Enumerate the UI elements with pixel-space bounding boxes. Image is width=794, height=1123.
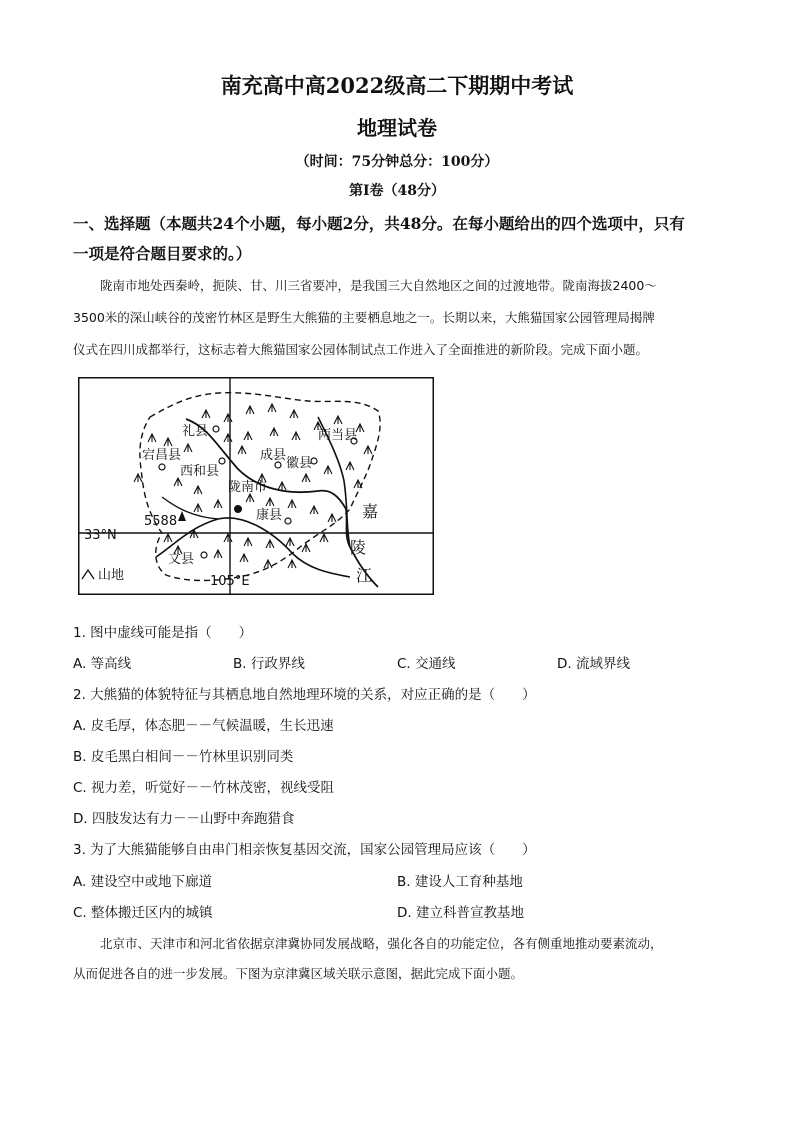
- passage2-line2: 从而促进各自的进一步发展。下图为京津冀区域关联示意图，据此完成下面小题。: [73, 966, 524, 981]
- mountain-mark: [288, 500, 296, 508]
- section-heading-line1: 一、选择题（本题共24个小题，每小题2分，共48分。在每小题给出的四个选项中，只有: [73, 214, 685, 233]
- mountain-mark: [266, 540, 274, 548]
- passage1-line1: 陇南市地处西秦岭，扼陕、甘、川三省要冲，是我国三大自然地区之间的过渡地带。陇南海拔2400～: [100, 278, 657, 293]
- label-river-jiang: 江: [356, 566, 373, 585]
- mountain-mark: [264, 560, 272, 568]
- part-label: 第I卷（48分）: [348, 183, 446, 199]
- mountain-mark: [278, 482, 286, 490]
- mountain-mark: [174, 478, 182, 486]
- section-heading-line2: 一项是符合题目要求的。）: [73, 244, 252, 263]
- mountain-mark: [224, 414, 232, 422]
- mountain-mark: [288, 560, 296, 568]
- mountain-mark: [202, 410, 210, 418]
- mountain-mark: [194, 504, 202, 512]
- label-lixian: 礼县: [182, 424, 209, 439]
- q1-option-c[interactable]: C. 交通线: [397, 656, 456, 672]
- label-longnan: 陇南市: [228, 480, 268, 495]
- mountain-mark: [148, 434, 156, 442]
- subject-title: 地理试卷: [357, 116, 437, 140]
- peak-triangle-icon: [178, 511, 186, 521]
- legend-label: 山地: [98, 568, 125, 583]
- town-kangxian-marker: [285, 518, 291, 524]
- mountain-mark: [214, 550, 222, 558]
- q3-stem: 3. 为了大熊猫能够自由串门相亲恢复基因交流，国家公园管理局应该（ ）: [73, 842, 536, 858]
- mountain-mark: [164, 534, 172, 542]
- mountain-mark: [214, 500, 222, 508]
- mountain-mark: [310, 506, 318, 514]
- longnan-map: [78, 377, 434, 595]
- q1-option-b[interactable]: B. 行政界线: [233, 656, 305, 672]
- mountain-mark: [302, 544, 310, 552]
- label-wenxian: 文县: [168, 552, 195, 567]
- mountain-mark: [268, 404, 276, 412]
- mountain-mark: [246, 494, 254, 502]
- mountain-mark: [346, 462, 354, 470]
- legend-mountain-icon: [82, 570, 94, 579]
- q2-option-a[interactable]: A. 皮毛厚，体态肥－－气候温暖，生长迅速: [73, 718, 334, 734]
- mountain-mark: [246, 406, 254, 414]
- passage2-line1: 北京市、天津市和河北省依据京津冀协同发展战略，强化各自的功能定位，各有侧重地推动要素流动，: [100, 936, 663, 951]
- label-river-jia: 嘉: [362, 502, 379, 521]
- mountain-mark: [320, 534, 328, 542]
- mountain-mark: [324, 466, 332, 474]
- mountain-mark: [244, 538, 252, 546]
- exam-title: 南充高中高2022级高二下期期中考试: [220, 73, 574, 98]
- label-huixian: 徽县: [286, 456, 313, 471]
- mountain-mark: [290, 410, 298, 418]
- city-longnan-marker: [234, 505, 242, 513]
- mountain-mark: [292, 432, 300, 440]
- mountain-mark: [356, 424, 364, 432]
- q2-option-d[interactable]: D. 四肢发达有力－－山野中奔跑猎食: [73, 811, 295, 827]
- q3-option-c[interactable]: C. 整体搬迁区内的城镇: [73, 905, 213, 921]
- q2-option-b[interactable]: B. 皮毛黑白相间－－竹林里识别同类: [73, 749, 294, 765]
- label-33n: 33°N: [84, 528, 117, 543]
- mountain-mark: [224, 434, 232, 442]
- q3-option-a[interactable]: A. 建设空中或地下廊道: [73, 874, 213, 890]
- mountain-mark: [224, 534, 232, 542]
- mountain-mark: [364, 446, 372, 454]
- label-chengxian: 成县: [260, 448, 287, 463]
- label-liangdang: 两当县: [318, 428, 358, 443]
- q1-option-d[interactable]: D. 流域界线: [557, 656, 630, 672]
- river-south: [156, 518, 350, 577]
- mountain-mark: [194, 486, 202, 494]
- town-xihe-marker: [219, 458, 225, 464]
- mountain-mark: [184, 444, 192, 452]
- mountain-mark: [164, 438, 172, 446]
- time-info: （时间：75分钟总分：100分）: [295, 154, 499, 170]
- label-dangchang: 宕昌县: [142, 448, 182, 463]
- mountain-mark: [238, 446, 246, 454]
- q2-stem: 2. 大熊猫的体貌特征与其栖息地自然地理环境的关系，对应正确的是（ ）: [73, 687, 536, 703]
- passage1-line2: 3500米的深山峡谷的茂密竹林区是野生大熊猫的主要栖息地之一。长期以来，大熊猫国家公园管理局揭牌: [73, 310, 655, 325]
- passage1-line3: 仪式在四川成都举行，这标志着大熊猫国家公园体制试点工作进入了全面推进的新阶段。完成下面小题。: [73, 342, 649, 357]
- label-elevation: 5588: [144, 514, 178, 529]
- river-main: [186, 419, 378, 587]
- mountain-mark: [328, 514, 336, 522]
- mountain-mark: [302, 474, 310, 482]
- q1-stem: 1. 图中虚线可能是指（ ）: [73, 625, 253, 641]
- mountain-mark: [334, 416, 342, 424]
- label-xihe: 西和县: [180, 464, 220, 479]
- label-river-ling: 陵: [350, 538, 367, 557]
- q2-option-c[interactable]: C. 视力差，听觉好－－竹林茂密，视线受阻: [73, 780, 335, 796]
- mountain-mark: [244, 432, 252, 440]
- mountain-mark: [270, 428, 278, 436]
- q3-option-b[interactable]: B. 建设人工育种基地: [397, 874, 523, 890]
- town-dangchang-marker: [159, 464, 165, 470]
- town-lixian-marker: [213, 426, 219, 432]
- label-105e: 105°E: [210, 574, 250, 589]
- town-wenxian-marker: [201, 552, 207, 558]
- q3-option-d[interactable]: D. 建立科普宣教基地: [397, 905, 524, 921]
- label-kangxian: 康县: [256, 508, 283, 523]
- mountain-mark: [134, 474, 142, 482]
- mountain-mark: [286, 538, 294, 546]
- mountain-mark: [240, 554, 248, 562]
- mountain-mark: [266, 498, 274, 506]
- q1-option-a[interactable]: A. 等高线: [73, 656, 132, 672]
